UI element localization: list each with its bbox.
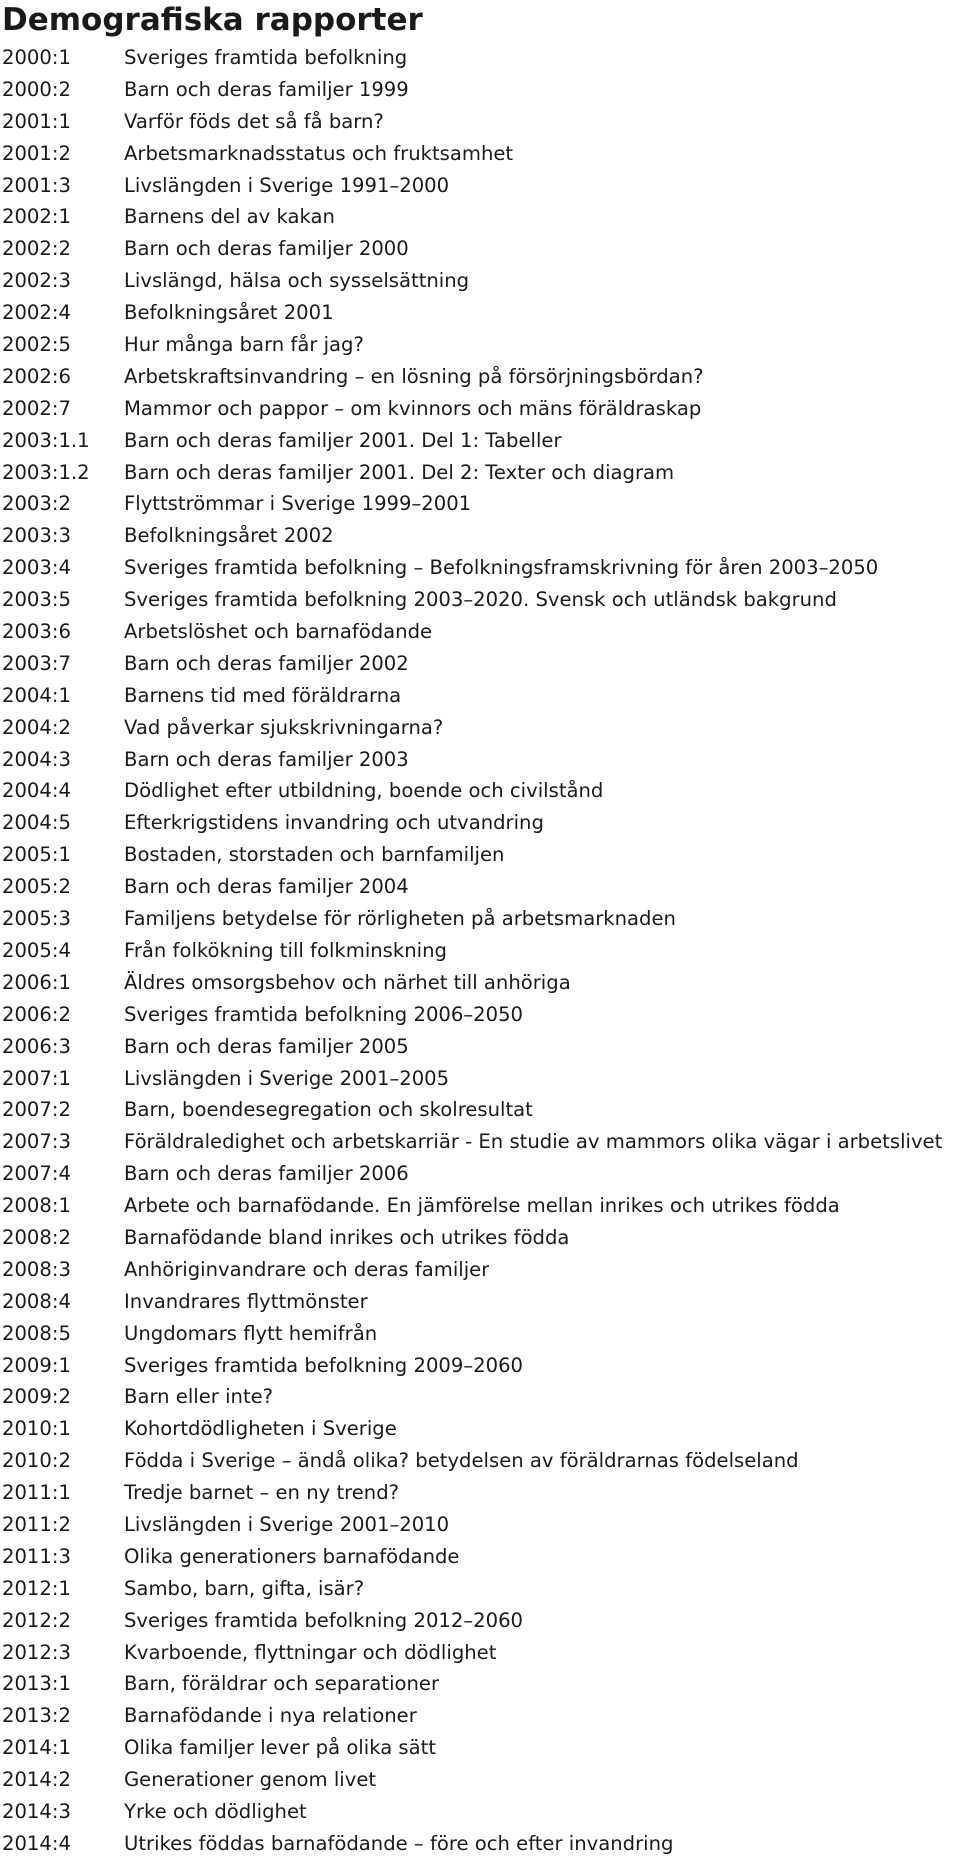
page-title: Demografiska rapporter (2, 2, 423, 38)
report-number: 2013:1 (2, 1672, 71, 1696)
report-row (2, 1573, 958, 1605)
report-number: 2012:1 (2, 1576, 71, 1600)
report-title: Sveriges framtida befolkning – Befolkningsframskrivning för åren 2003–2050 (124, 556, 879, 580)
report-number: 2009:1 (2, 1353, 71, 1377)
report-row (2, 1381, 958, 1413)
report-row (2, 1637, 958, 1669)
report-number: 2008:3 (2, 1257, 71, 1281)
report-number: 2000:1 (2, 46, 71, 69)
report-row (2, 999, 958, 1031)
report-row (2, 265, 958, 297)
report-row (2, 74, 958, 106)
report-row (2, 1541, 958, 1573)
report-number: 2003:2 (2, 492, 71, 516)
report-number: 2002:4 (2, 301, 71, 325)
report-row (2, 1413, 958, 1445)
report-row (2, 1477, 958, 1509)
report-number: 2010:1 (2, 1417, 71, 1441)
report-list-page (2, 0, 958, 1860)
report-row (2, 1668, 958, 1700)
report-row (2, 807, 958, 839)
report-title: Barn och deras familjer 2004 (124, 875, 409, 899)
report-number: 2002:2 (2, 237, 71, 261)
report-title: Generationer genom livet (124, 1768, 377, 1792)
report-title: Anhöriginvandrare och deras familjer (124, 1257, 490, 1281)
report-title: Livslängden i Sverige 1991–2000 (124, 173, 450, 197)
report-number: 2003:4 (2, 556, 71, 580)
report-row (2, 1509, 958, 1541)
report-title: Äldres omsorgsbehov och närhet till anhöriga (124, 970, 571, 994)
report-row (2, 457, 958, 489)
report-number: 2002:3 (2, 269, 71, 293)
report-number: 2006:3 (2, 1034, 71, 1058)
report-row (2, 552, 958, 584)
report-title: Sambo, barn, gifta, isär? (124, 1576, 365, 1600)
report-row (2, 1254, 958, 1286)
report-number: 2014:3 (2, 1799, 71, 1823)
report-number: 2001:1 (2, 109, 71, 133)
report-title: Barn och deras familjer 2001. Del 1: Tabeller (124, 428, 562, 452)
report-row (2, 1700, 958, 1732)
report-title: Sveriges framtida befolkning 2006–2050 (124, 1002, 524, 1026)
report-title: Dödlighet efter utbildning, boende och civilstånd (124, 779, 604, 803)
report-number: 2003:5 (2, 588, 71, 612)
report-number: 2012:2 (2, 1608, 71, 1632)
report-number: 2007:3 (2, 1130, 71, 1154)
report-title: Livslängden i Sverige 2001–2010 (124, 1512, 450, 1536)
report-title: Mammor och pappor – om kvinnors och mäns föräldraskap (124, 396, 702, 420)
report-number: 2007:4 (2, 1162, 71, 1186)
report-number: 2003:1.2 (2, 460, 90, 484)
report-row (2, 106, 958, 138)
report-number: 2007:2 (2, 1098, 71, 1122)
report-title: Barn, föräldrar och separationer (124, 1672, 440, 1696)
report-row (2, 1063, 958, 1095)
report-title: Barnens del av kakan (124, 205, 335, 229)
report-number: 2008:2 (2, 1225, 71, 1249)
report-title: Barn och deras familjer 2001. Del 2: Texter och diagram (124, 460, 675, 484)
report-title: Sveriges framtida befolkning 2009–2060 (124, 1353, 524, 1377)
report-title: Arbetsmarknadsstatus och fruktsamhet (124, 141, 514, 165)
report-number: 2004:1 (2, 683, 71, 707)
report-number: 2005:4 (2, 938, 71, 962)
report-number: 2005:1 (2, 843, 71, 867)
report-title: Kvarboende, flyttningar och dödlighet (124, 1640, 497, 1664)
report-row (2, 712, 958, 744)
report-title: Sveriges framtida befolkning 2012–2060 (124, 1608, 524, 1632)
report-number: 2002:6 (2, 364, 71, 388)
report-row (2, 1031, 958, 1063)
report-title: Hur många barn får jag? (124, 333, 364, 357)
report-row (2, 744, 958, 776)
report-number: 2009:2 (2, 1385, 71, 1409)
report-row (2, 425, 958, 457)
report-number: 2007:1 (2, 1066, 71, 1090)
report-number: 2011:1 (2, 1481, 71, 1505)
report-row (2, 1828, 958, 1860)
report-number: 2006:2 (2, 1002, 71, 1026)
report-title: Barnens tid med föräldrarna (124, 683, 402, 707)
report-number: 2004:4 (2, 779, 71, 803)
report-number: 2003:1.1 (2, 428, 90, 452)
report-title: Varför föds det så få barn? (124, 109, 384, 133)
report-number: 2012:3 (2, 1640, 71, 1664)
report-row (2, 648, 958, 680)
report-row (2, 1350, 958, 1382)
report-title: Livslängden i Sverige 2001–2005 (124, 1066, 450, 1090)
report-number: 2013:2 (2, 1704, 71, 1728)
report-row (2, 393, 958, 425)
report-row (2, 1318, 958, 1350)
report-number: 2010:2 (2, 1449, 71, 1473)
report-title: Utrikes föddas barnafödande – före och efter invandring (124, 1831, 674, 1855)
report-row (2, 871, 958, 903)
report-number: 2005:3 (2, 907, 71, 931)
report-row (2, 1796, 958, 1828)
report-row (2, 488, 958, 520)
report-title: Invandrares flyttmönster (124, 1289, 368, 1313)
report-row (2, 361, 958, 393)
report-row (2, 1190, 958, 1222)
report-title: Sveriges framtida befolkning 2003–2020. Svensk och utländsk bakgrund (124, 588, 837, 612)
report-row (2, 1605, 958, 1637)
report-title: Kohortdödligheten i Sverige (124, 1417, 397, 1441)
report-number: 2004:2 (2, 715, 71, 739)
report-row (2, 329, 958, 361)
report-row (2, 680, 958, 712)
report-row (2, 1158, 958, 1190)
report-title: Arbete och barnafödande. En jämförelse mellan inrikes och utrikes födda (124, 1194, 840, 1218)
report-row (2, 297, 958, 329)
report-number: 2001:3 (2, 173, 71, 197)
report-title: Tredje barnet – en ny trend? (124, 1481, 400, 1505)
report-row (2, 233, 958, 265)
report-title: Arbetslöshet och barnafödande (124, 620, 433, 644)
report-title: Sveriges framtida befolkning (124, 46, 408, 69)
report-number: 2002:5 (2, 333, 71, 357)
report-number: 2004:5 (2, 811, 71, 835)
report-list (2, 42, 958, 1860)
report-title: Barn och deras familjer 2003 (124, 747, 409, 771)
report-number: 2011:3 (2, 1544, 71, 1568)
report-row (2, 1126, 958, 1158)
report-row (2, 775, 958, 807)
report-row (2, 903, 958, 935)
report-title: Barn, boendesegregation och skolresultat (124, 1098, 533, 1122)
report-number: 2014:4 (2, 1831, 71, 1855)
report-number: 2000:2 (2, 77, 71, 101)
report-number: 2004:3 (2, 747, 71, 771)
report-number: 2002:1 (2, 205, 71, 229)
report-number: 2002:7 (2, 396, 71, 420)
report-title: Från folkökning till folkminskning (124, 938, 447, 962)
report-title: Barnafödande bland inrikes och utrikes födda (124, 1225, 570, 1249)
report-title: Livslängd, hälsa och sysselsättning (124, 269, 470, 293)
report-title: Barn och deras familjer 2000 (124, 237, 409, 261)
report-row (2, 520, 958, 552)
report-row (2, 1445, 958, 1477)
report-row (2, 1732, 958, 1764)
report-row (2, 201, 958, 233)
report-row (2, 967, 958, 999)
report-title: Befolkningsåret 2002 (124, 524, 334, 548)
report-row (2, 839, 958, 871)
report-title: Föräldraledighet och arbetskarriär - En studie av mammors olika vägar i arbetslivet (124, 1130, 943, 1154)
report-title: Barn och deras familjer 1999 (124, 77, 409, 101)
report-title: Arbetskraftsinvandring – en lösning på försörjningsbördan? (124, 364, 704, 388)
report-row (2, 1286, 958, 1318)
report-number: 2003:3 (2, 524, 71, 548)
report-number: 2003:7 (2, 651, 71, 675)
report-title: Barn och deras familjer 2002 (124, 651, 409, 675)
report-title: Bostaden, storstaden och barnfamiljen (124, 843, 505, 867)
report-title: Födda i Sverige – ändå olika? betydelsen av föräldrarnas födelseland (124, 1449, 799, 1473)
report-title: Olika generationers barnafödande (124, 1544, 460, 1568)
report-row (2, 42, 958, 74)
report-title: Barnafödande i nya relationer (124, 1704, 417, 1728)
report-number: 2008:4 (2, 1289, 71, 1313)
report-number: 2001:2 (2, 141, 71, 165)
report-title: Yrke och dödlighet (124, 1799, 307, 1823)
report-row (2, 1222, 958, 1254)
report-title: Ungdomars flytt hemifrån (124, 1321, 378, 1345)
report-row (2, 1094, 958, 1126)
report-number: 2006:1 (2, 970, 71, 994)
report-title: Olika familjer lever på olika sätt (124, 1736, 437, 1760)
report-number: 2014:2 (2, 1768, 71, 1792)
report-number: 2003:6 (2, 620, 71, 644)
report-row (2, 616, 958, 648)
report-row (2, 1764, 958, 1796)
report-number: 2005:2 (2, 875, 71, 899)
report-title: Efterkrigstidens invandring och utvandring (124, 811, 544, 835)
report-title: Barn eller inte? (124, 1385, 274, 1409)
report-title: Befolkningsåret 2001 (124, 301, 334, 325)
report-title: Flyttströmmar i Sverige 1999–2001 (124, 492, 472, 516)
report-title: Barn och deras familjer 2005 (124, 1034, 409, 1058)
report-row (2, 138, 958, 170)
report-number: 2008:5 (2, 1321, 71, 1345)
report-row (2, 584, 958, 616)
report-number: 2014:1 (2, 1736, 71, 1760)
report-row (2, 935, 958, 967)
report-title: Barn och deras familjer 2006 (124, 1162, 409, 1186)
report-title: Familjens betydelse för rörligheten på arbetsmarknaden (124, 907, 676, 931)
report-number: 2011:2 (2, 1512, 71, 1536)
report-row (2, 170, 958, 202)
report-number: 2008:1 (2, 1194, 71, 1218)
report-title: Vad påverkar sjukskrivningarna? (124, 715, 444, 739)
